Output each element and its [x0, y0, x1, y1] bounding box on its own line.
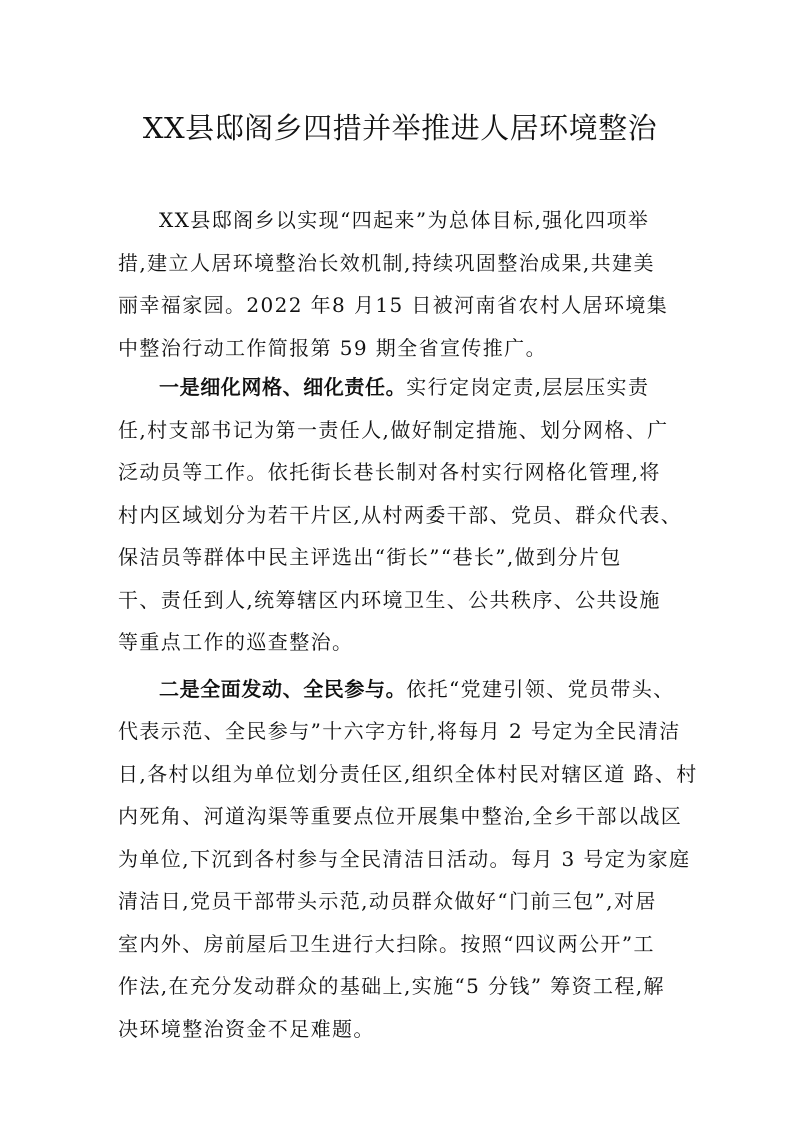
paragraph-2-line-7: 等重点工作的巡查整治。 [118, 630, 354, 654]
paragraph-1-line-3: 丽幸福家园。2022 年8 月15 日被河南省农村人居环境集 [118, 293, 669, 317]
paragraph-2-line-1: 实行定岗定责,层层压实责 [406, 375, 650, 399]
paragraph-3-line-6: 清洁日,党员干部带头示范,动员群众做好“门前三包”,对居 [118, 889, 657, 913]
paragraph-3-line-8: 作法,在充分发动群众的基础上,实施“5 分钱” 筹资工程,解 [118, 974, 665, 998]
paragraph-3-line-2: 代表示范、全民参与”十六字方针,将每月 2 号定为全民清洁 [118, 719, 681, 743]
paragraph-3-line-3: 日,各村以组为单位划分责任区,组织全体村民对辖区道 路、村 [118, 762, 698, 786]
paragraph-3-first-line [159, 675, 675, 703]
paragraph-3-line-9: 决环境整治资金不足难题。 [118, 1017, 375, 1041]
paragraph-3-line-4: 内死角、河道沟渠等重要点位开展集中整治,全乡干部以战区 [118, 804, 683, 828]
section-heading-2: 二是全面发动、全民参与。 [159, 677, 407, 701]
paragraph-2-line-3: 泛动员等工作。依托街长巷长制对各村实行网格化管理,将 [118, 460, 661, 484]
paragraph-1-line-2: 措,建立人居环境整治长效机制,持续巩固整治成果,共建美 [118, 251, 655, 275]
paragraph-3-line-1: 依托“党建引领、党员带头、 [406, 677, 675, 701]
section-heading-1: 一是细化网格、细化责任。 [159, 375, 407, 399]
paragraph-2-line-6: 干、责任到人,统筹辖区内环境卫生、公共秩序、公共设施 [118, 588, 661, 612]
paragraph-3-line-5: 为单位,下沉到各村参与全民清洁日活动。每月 3 号定为家庭 [118, 847, 691, 871]
paragraph-2-line-5: 保洁员等群体中民主评选出“街长”“巷长”,做到分片包 [118, 545, 622, 569]
paragraph-2-line-4: 村内区域划分为若干片区,从村两委干部、党员、群众代表、 [118, 503, 683, 527]
paragraph-1-line-1: XX县邸阁乡以实现“四起来”为总体目标,强化四项举 [159, 208, 650, 232]
paragraph-2-first-line [159, 373, 649, 401]
document-title: XX县邸阁乡四措并举推进人居环境整治 [142, 111, 658, 145]
paragraph-2-line-2: 任,村支部书记为第一责任人,做好制定措施、划分网格、广 [118, 418, 669, 442]
paragraph-3-line-7: 室内外、房前屋后卫生进行大扫除。按照“四议两公开”工 [118, 932, 655, 956]
paragraph-1-line-4: 中整治行动工作简报第 59 期全省宣传推广。 [118, 336, 547, 360]
